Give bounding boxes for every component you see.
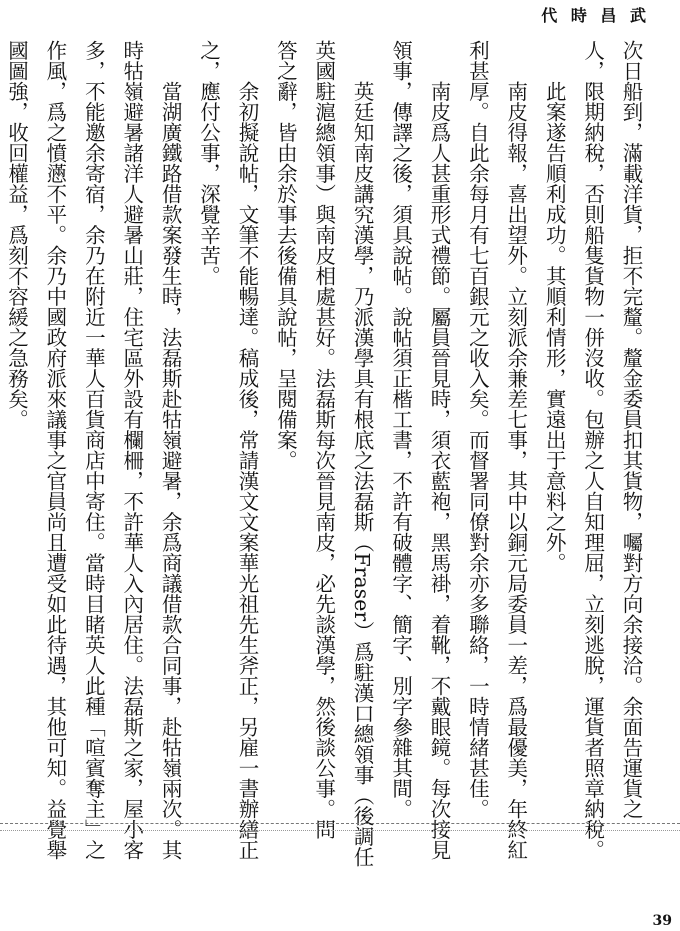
text-column: 余初擬說帖，文筆不能暢達。稿成後，常請漢文文案華光祖先生斧正，另雇一書辦繕正 [234, 81, 259, 860]
text-column: 之，應付公事，深覺辛苦。 [196, 40, 221, 286]
scan-artifact-line [0, 823, 680, 824]
text-column: 國圖強，收回權益，爲刻不容緩之急務矣。 [4, 40, 29, 430]
vertical-text-body [4, 40, 650, 868]
page-number: 39 [652, 913, 672, 929]
text-column: 作風，爲之憤懣不平。余乃中國政府派來議事之官員尚且遭受如此待遇，其他可知。益覺舉 [42, 40, 67, 860]
text-column: 英國駐滬總領事）與南皮相處甚好。法磊斯每次晉見南皮，必先談漢學，然後談公事。問 [311, 40, 336, 840]
running-header: 代 時 昌 武 [541, 6, 650, 25]
text-column: 南皮得報，喜出望外。立刻派余兼差七事，其中以銅元局委員一差，爲最優美，年終紅 [503, 81, 528, 860]
text-column: 多，不能邀余寄宿，余乃在附近一華人百貨商店中寄住。當時目睹英人此種「喧賓奪主」之 [81, 40, 106, 860]
text-column: 當湖廣鐵路借款案發生時，法磊斯赴牯嶺避暑，余爲商議借款合同事，赴牯嶺兩次。其 [158, 81, 183, 860]
text-column: 南皮爲人甚重形式禮節。屬員晉見時，須衣藍袍，黑馬褂，着靴，不戴眼鏡。每次接見 [426, 81, 451, 860]
scan-artifact-line [0, 830, 680, 831]
text-column: 答之辭，皆由余於事去後備具說帖，呈閱備案。 [273, 40, 298, 471]
text-column: 時牯嶺避暑諸洋人避暑山莊，住宅區外設有欄柵，不許華人入內居住。法磊斯之家，屋小客 [119, 40, 144, 860]
text-column: 英廷知南皮講究漢學，乃派漢學具有根底之法磊斯（Fraser）爲駐漢口總領事（後調任 [350, 81, 375, 868]
text-column: 次日船到，滿載洋貨，拒不完釐。釐金委員扣其貨物，囑對方向余接洽。余面告運貨之 [619, 40, 643, 819]
text-column: 此案遂告順利成功。其順利情形，實遠出于意料之外。 [542, 81, 567, 573]
text-column: 領事，傳譯之後，須具說帖。說帖須正楷工書，不許有破體字、簡字、別字參雜其間。 [388, 40, 413, 819]
text-column: 人，限期納稅，否則船隻貨物一併沒收。包辦之人自知理屈，立刻逃脫，運貨者照章納稅。 [580, 40, 605, 860]
text-column: 利甚厚。自此余每月有七百銀元之收入矣。而督署同僚對余亦多聯絡，一時情緒甚佳。 [465, 40, 490, 819]
